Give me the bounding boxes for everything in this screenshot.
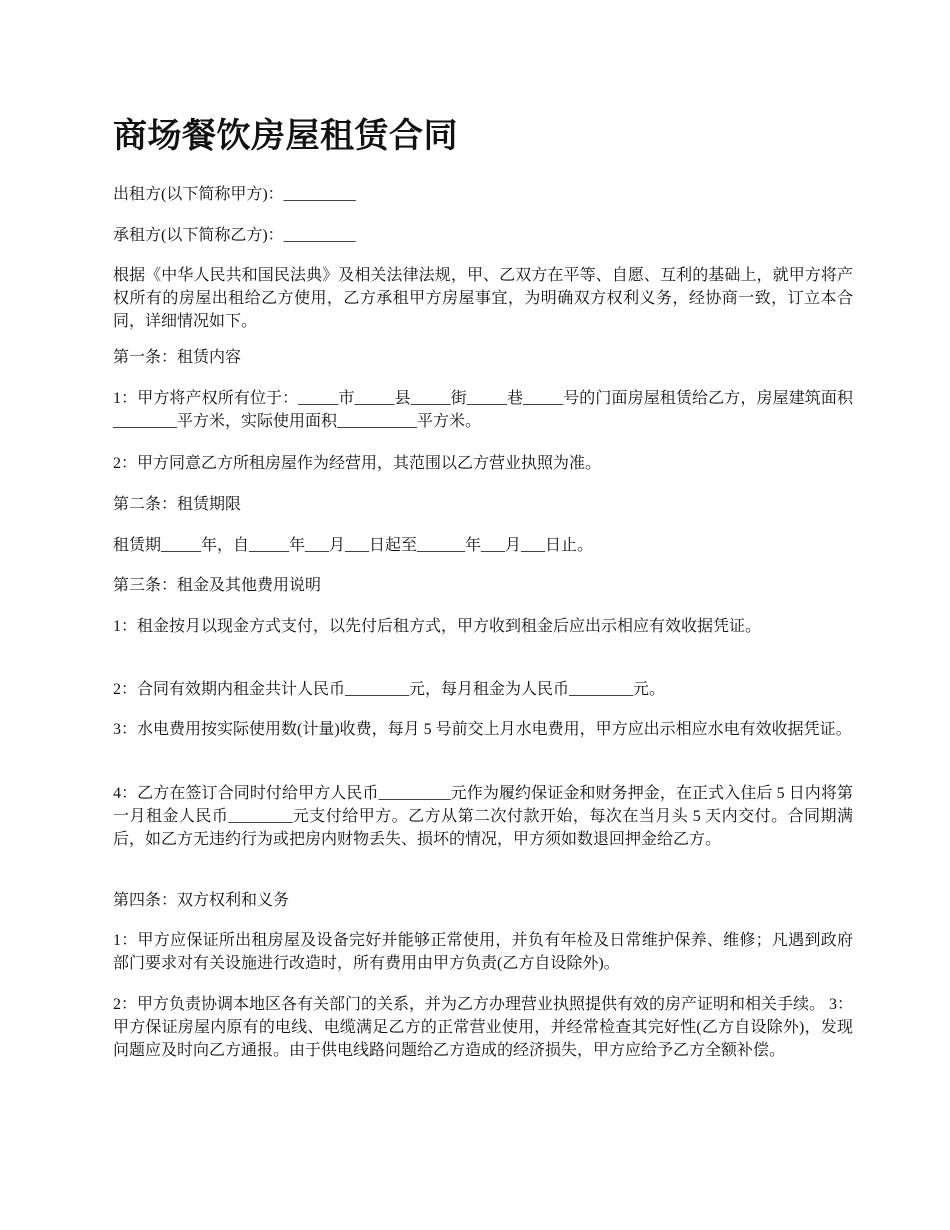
lease-term-line: 租赁期_____年，自_____年___月___日起至______年___月___日止。 [113, 537, 594, 554]
article-1-clause-2: 2：甲方同意乙方所租房屋作为经营用，其范围以乙方营业执照为准。 [113, 455, 602, 472]
article-2-heading: 第二条：租赁期限 [113, 496, 242, 513]
document-title: 商场餐饮房屋租赁合同 [113, 116, 458, 156]
article-1-clause-1: 1：甲方将产权所有位于：_____市_____县_____街_____巷_____号的门面房屋租赁给乙方，房屋建筑面积 ________平方米，实际使用面积__________平方米。 [113, 390, 853, 430]
article-1-heading: 第一条：租赁内容 [113, 349, 242, 366]
preamble-paragraph: 根据《中华人民共和国民法典》及相关法律法规，甲、乙双方在平等、自愿、互利的基础上，就甲方将产权所有的房屋出租给乙方使用，乙方承租甲方房屋事宜，为明确双方权利义务，经协商一致，订立本合同，详细情况如下。 [113, 267, 853, 330]
article-3-clause-1: 1：租金按月以现金方式支付，以先付后租方式，甲方收到租金后应出示相应有效收据凭证。 [113, 618, 762, 635]
article-4-heading: 第四条：双方权利和义务 [113, 892, 290, 909]
article-3-clause-2: 2：合同有效期内租金共计人民币________元，每月租金为人民币________元。 [113, 681, 666, 698]
article-4-clause-2: 2：甲方负责协调本地区各有关部门的关系，并为乙方办理营业执照提供有效的房产证明和相关手续。 3：甲方保证房屋内原有的电线、电缆满足乙方的正常营业使用，并经常检查其完好性(乙方自设除外)，发现问题应及时向乙方通报。由于供电线路问题给乙方造成的经济损失，甲方应给予乙方全额补偿。 [113, 996, 854, 1059]
article-3-clause-3: 3：水电费用按实际使用数(计量)收费，每月 5 号前交上月水电费用，甲方应出示相应水电有效收据凭证。 [113, 721, 852, 738]
lessor-line: 出租方(以下简称甲方)：_________ [113, 186, 356, 203]
article-3-clause-4: 4：乙方在签订合同时付给甲方人民币_________元作为履约保证金和财务押金，在正式入住后 5 日内将第一月租金人民币________元支付给甲方。乙方从第二次付款开始，每次在当月头 5 天内交付。合同期满后，如乙方无违约行为或把房内财物丢失、损坏的情况，甲方须如数退回押金给乙方。 [113, 785, 853, 848]
article-3-heading: 第三条：租金及其他费用说明 [113, 577, 322, 594]
article-4-clause-1: 1：甲方应保证所出租房屋及设备完好并能够正常使用，并负有年检及日常维护保养、维修；凡遇到政府部门要求对有关设施进行改造时，所有费用由甲方负责(乙方自设除外)。 [113, 932, 853, 972]
lessee-line: 承租方(以下简称乙方)：_________ [113, 227, 356, 244]
